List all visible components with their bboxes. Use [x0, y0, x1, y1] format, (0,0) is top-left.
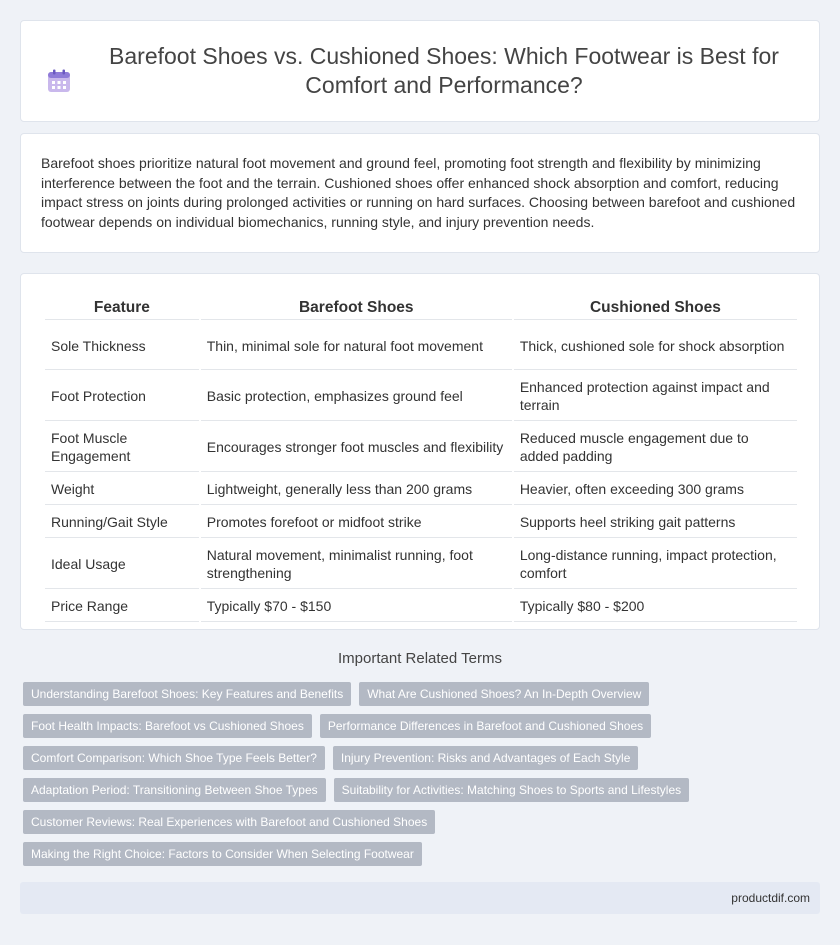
header-card: [20, 20, 820, 122]
cell-barefoot: Typically $70 - $150: [201, 591, 512, 622]
cell-barefoot: Lightweight, generally less than 200 grams: [201, 474, 512, 505]
intro-text: Barefoot shoes prioritize natural foot movement and ground feel, promoting foot strength and flexibility by minimizing interference between the foot and the terrain. Cushioned shoes offer enhanced shock absorption and comfort, reducing impact stress on joints during prolonged activities or running on hard surfaces. Choosing between barefoot and cushioned footwear depends on individual biomechanics, running style, and injury prevention needs.: [41, 155, 796, 230]
cell-feature: Foot Muscle Engagement: [45, 423, 199, 472]
cell-feature: Sole Thickness: [45, 322, 199, 370]
table-row: [45, 507, 797, 538]
tag-row: [23, 842, 723, 866]
cell-cushioned: Thick, cushioned sole for shock absorption: [514, 322, 797, 370]
cell-barefoot: Thin, minimal sole for natural foot movement: [201, 322, 512, 370]
cell-feature: Foot Protection: [45, 372, 199, 421]
comparison-table: [43, 294, 799, 624]
cell-cushioned: Reduced muscle engagement due to added padding: [514, 423, 797, 472]
cell-feature: Running/Gait Style: [45, 507, 199, 538]
tag-row: [23, 714, 723, 738]
cell-cushioned: Enhanced protection against impact and terrain: [514, 372, 797, 421]
cell-feature: Ideal Usage: [45, 540, 199, 589]
cell-cushioned: Heavier, often exceeding 300 grams: [514, 474, 797, 505]
related-term-link[interactable]: Customer Reviews: Real Experiences with Barefoot and Cushioned Shoes: [23, 810, 435, 834]
comparison-card: [20, 273, 820, 630]
related-term-link[interactable]: Performance Differences in Barefoot and Cushioned Shoes: [320, 714, 651, 738]
related-terms-title: Important Related Terms: [338, 650, 502, 667]
cell-barefoot: Natural movement, minimalist running, foot strengthening: [201, 540, 512, 589]
related-term-link[interactable]: Injury Prevention: Risks and Advantages of Each Style: [333, 746, 639, 770]
cell-barefoot: Basic protection, emphasizes ground feel: [201, 372, 512, 421]
table-header-row: [45, 296, 797, 320]
table-row: [45, 372, 797, 421]
header-feature: Feature: [45, 296, 199, 320]
table-row: [45, 540, 797, 589]
intro-card: [20, 133, 820, 253]
table-row: [45, 474, 797, 505]
cell-cushioned: Long-distance running, impact protection, comfort: [514, 540, 797, 589]
related-term-link[interactable]: Suitability for Activities: Matching Shoes to Sports and Lifestyles: [334, 778, 690, 802]
header-cushioned: Cushioned Shoes: [514, 296, 797, 320]
tag-row: [23, 810, 723, 834]
tag-row: [23, 682, 723, 706]
related-term-link[interactable]: What Are Cushioned Shoes? An In-Depth Overview: [359, 682, 649, 706]
related-term-link[interactable]: Adaptation Period: Transitioning Between Shoe Types: [23, 778, 326, 802]
tag-row: [23, 778, 723, 802]
header-barefoot: Barefoot Shoes: [201, 296, 512, 320]
cell-cushioned: Supports heel striking gait patterns: [514, 507, 797, 538]
cell-barefoot: Promotes forefoot or midfoot strike: [201, 507, 512, 538]
cell-feature: Weight: [45, 474, 199, 505]
calendar-icon: [46, 68, 72, 94]
title-wrap: [40, 42, 800, 100]
cell-feature: Price Range: [45, 591, 199, 622]
tag-row: [23, 746, 723, 770]
related-term-link[interactable]: Understanding Barefoot Shoes: Key Features and Benefits: [23, 682, 351, 706]
related-term-link[interactable]: Comfort Comparison: Which Shoe Type Feels Better?: [23, 746, 325, 770]
table-row: [45, 423, 797, 472]
footer: [20, 882, 820, 914]
related-term-link[interactable]: Foot Health Impacts: Barefoot vs Cushioned Shoes: [23, 714, 312, 738]
table-row: [45, 322, 797, 370]
cell-barefoot: Encourages stronger foot muscles and flexibility: [201, 423, 512, 472]
site-name: productdif.com: [731, 891, 810, 905]
related-term-link[interactable]: Making the Right Choice: Factors to Consider When Selecting Footwear: [23, 842, 422, 866]
cell-cushioned: Typically $80 - $200: [514, 591, 797, 622]
table-row: [45, 591, 797, 622]
page-title: Barefoot Shoes vs. Cushioned Shoes: Which Footwear is Best for Comfort and Performance?: [109, 43, 779, 98]
related-terms-list: [23, 682, 723, 874]
